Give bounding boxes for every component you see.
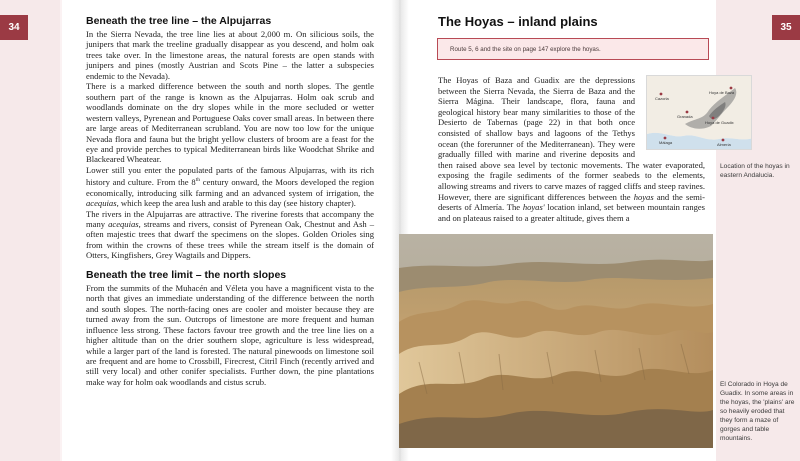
section-title-alpujarras: Beneath the tree line – the Alpujarras: [86, 15, 272, 27]
map-label-cazorla: Cazorla: [655, 96, 669, 101]
route-note-text: Route 5, 6 and the site on page 147 explore the hoyas.: [450, 45, 601, 53]
alpujarras-text: [86, 29, 374, 261]
map-label-hoya-guadix: Hoya de Guadix: [705, 120, 734, 125]
page-number-left: 34: [0, 15, 28, 40]
map-of-hoyas-icon: [647, 76, 752, 150]
paragraph-history: Lower still you enter the populated parts of the famous Alpujarras, with its rich history and culture. From the 8th century onward, the Moors developed the region economically, introducing silk farming and an advanced system of irrigation, the acequias, which keep the area lush and arable to this day (see history chapter).: [86, 164, 375, 209]
paragraph-hoyas: The Hoyas of Baza and Guadix are the depressions between the Sierra Nevada, the Sierra de Baza and the Sierra Mágina. Their landscape, flora, fauna and geological history bear many similarities to those of the Desierto de Tabernas (page 22) in that both once consisted of shallow bays and lagoons of the Tethys ocean (the forerunner of the Mediterranean). They were gradually filled with marine and riverine deposits and then raised above sea level by tectonic movements. The water evaporated, exposing the fragile sediments of the former seabeds to the elements, allowing streams and rivers to carve mazes of ragged cliffs and steep ravines. However, there are significant differences between the hoyas and the semi-deserts of Almería. The hoyas' location inland, set between mountain ranges and on plateaus raised to a greater altitude, gives them a: [438, 75, 705, 223]
left-margin-band: [0, 0, 60, 461]
photo-caption: El Colorado in Hoya de Guadix. In some areas in the hoyas, the 'plains' are so heavily eroded that they form a maze of gorges and table mountains.: [720, 381, 795, 442]
left-column: [86, 14, 374, 387]
north-slopes-text: [86, 283, 374, 388]
route-note-box: [437, 38, 709, 60]
section-title-north-slopes: Beneath the tree limit – the north slopes: [86, 268, 287, 281]
map-label-malaga: Málaga: [659, 140, 673, 145]
paragraph-slopes: There is a marked difference between the south and north slopes. The gentle southern part of the range is known as the Alpujarras. Holm oak scrub and woodlands dominate on the dry slopes while in the more secluded or wetter western valleys, Pyrenean and Portuguese Oaks cover small areas. In between there are large areas of Mediterranean scrubland. You are now too low for the unique Nevada flora and fauna but the bright yellow clusters of broom are a feast for the eye and provide perches to typical Mediterranean birds like Woodchat Shrike and Blackeared Wheatear.: [86, 81, 374, 165]
paragraph-north-slopes: From the summits of the Muhacén and Véleta you have a magnificent vista to the north that gives an immediate understanding of the difference between the north and south slopes. The north-facing ones are cooler and moister because they are turned away from the sun. Outcrops of limestone are more frequent and human influence less strong. These factors favour tree growth and the tree line lies on a higher altitude than on the drier southern slope, agriculture is less widespread, while a larger part of the land is forested. The natural pinewoods on limestone soil are frequent and are home to Crossbill, Firecrest, Citril Finch (recently arrived and still very local) and other conifer specialists. Further down, the pine plantations make way for holm oak woodlands and cistus scrub.: [86, 282, 374, 387]
map-caption: Location of the hoyas in eastern Andalucia.: [720, 163, 790, 179]
left-margin-stripe: [60, 0, 62, 461]
paragraph-rivers: The rivers in the Alpujarras are attractive. The riverine forests that accompany the many acequias, streams and rivers, consist of Pyrenean Oak, Chestnut and Ash – often majestic trees that dwarf the specimens on the slopes. Golden Orioles sing from within the crowns of these trees while the stream itself is the domain of Otters, Kingfishers, Grey Wagtails and Dippers.: [86, 208, 374, 261]
hoyas-map: [646, 75, 752, 150]
page-number-right: 35: [772, 15, 800, 40]
map-label-almeria: Almería: [717, 142, 731, 147]
map-label-hoya-baza: Hoya de Baza: [709, 90, 735, 95]
badlands-photo: [399, 234, 713, 448]
map-label-granada: Granada: [677, 114, 693, 119]
paragraph-treeline: In the Sierra Nevada, the tree line lies at about 2,000 m. On silicious soils, the junipers that mark the treeline gradually disappear as you descend, and holm oak trees take over. In the limestone areas, the natural forests are open stands with junipers and pines (mostly Austrian and Scots Pine – the latter a subspecies endemic to the Nevada).: [86, 29, 374, 81]
section-title-hoyas: The Hoyas – inland plains: [438, 14, 598, 29]
badlands-photo-icon: [399, 234, 713, 448]
